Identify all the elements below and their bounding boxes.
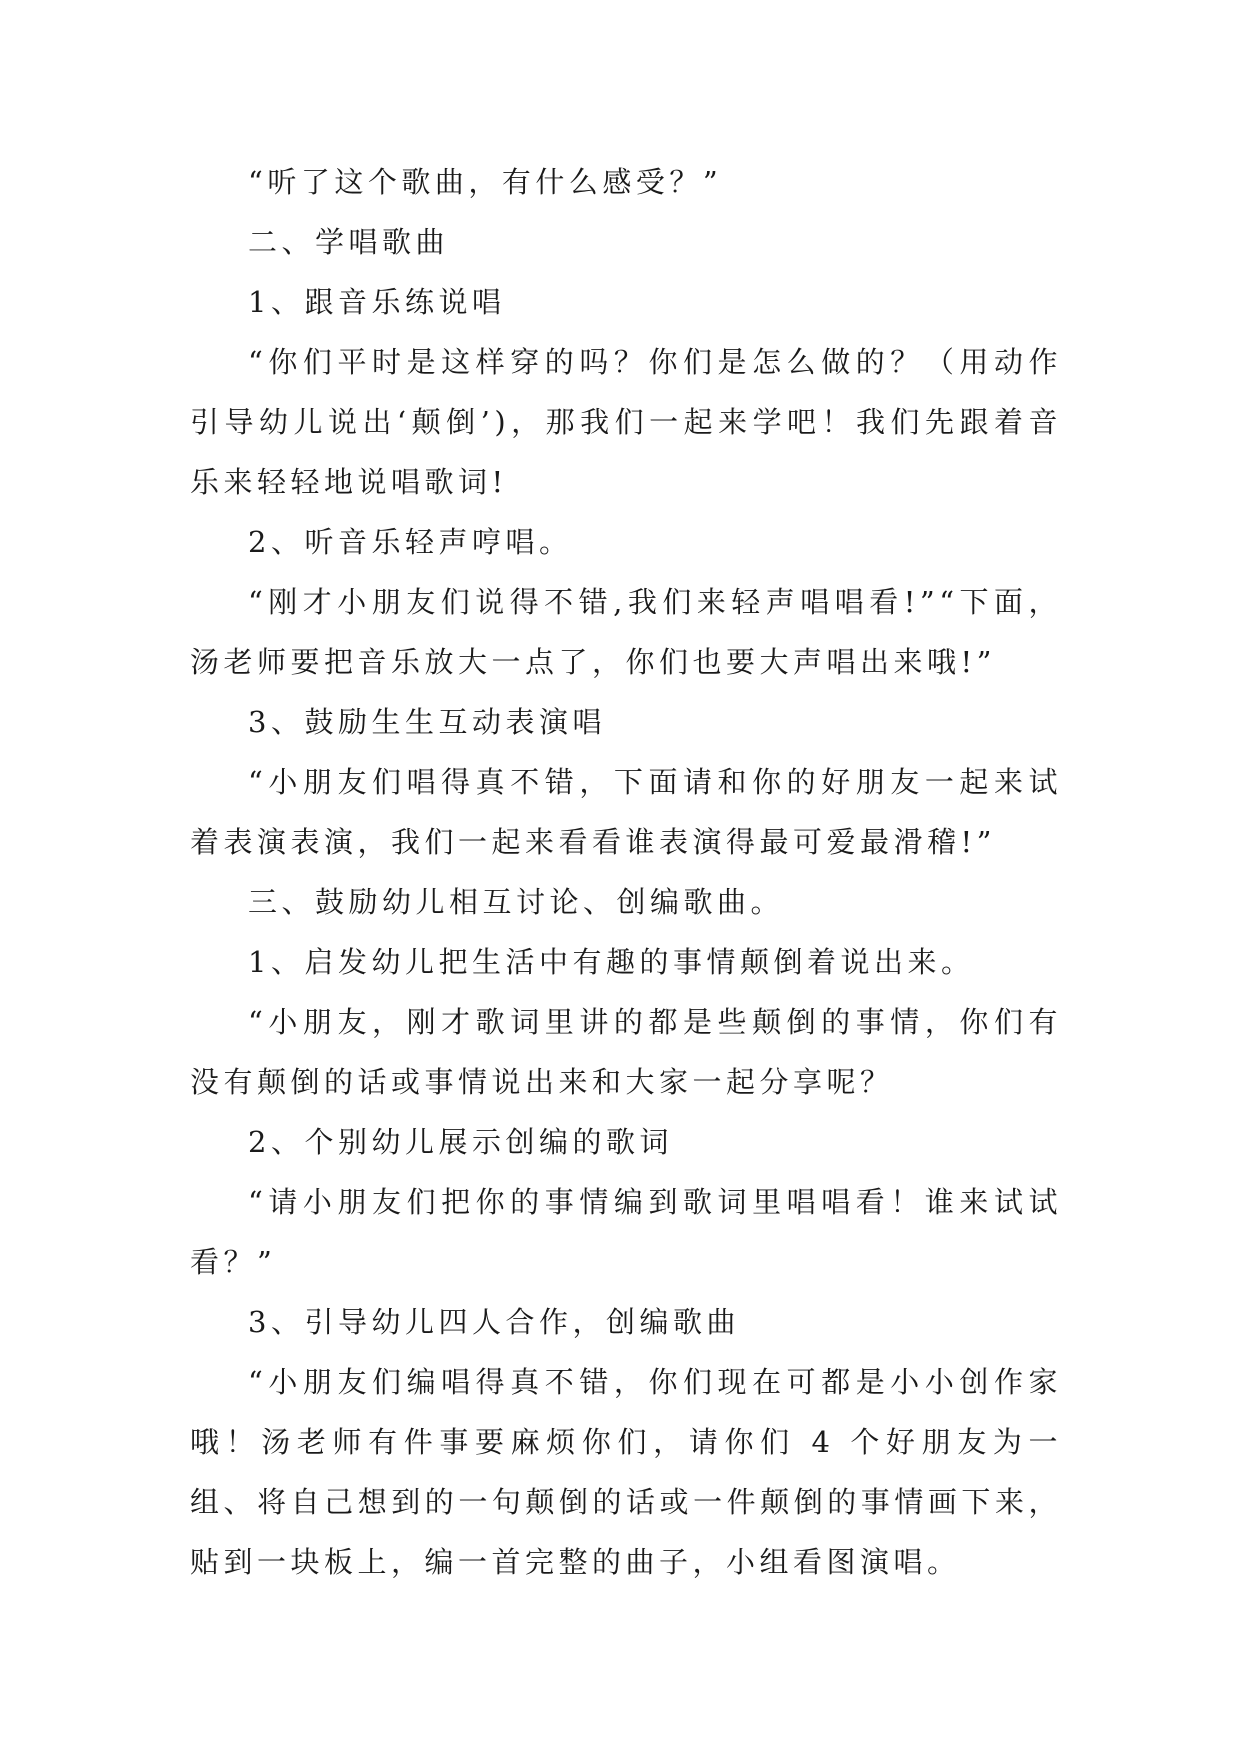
- step-heading: 2、个别幼儿展示创编的歌词: [248, 1125, 673, 1159]
- step-heading: 3、引导幼儿四人合作，创编歌曲: [248, 1305, 740, 1339]
- section-heading: 三、鼓励幼儿相互讨论、创编歌曲。: [248, 885, 785, 919]
- paragraph: “你们平时是这样穿的吗？你们是怎么做的？（用动作引导幼儿说出‘颠倒’)，那我们一起来学吧！我们先跟着音乐来轻轻地说唱歌词!: [190, 345, 1062, 499]
- step-heading: 1、启发幼儿把生活中有趣的事情颠倒着说出来。: [248, 945, 975, 979]
- document-body: [190, 152, 1062, 1592]
- paragraph: “刚才小朋友们说得不错,我们来轻声唱唱看!”“下面，汤老师要把音乐放大一点了，你们也要大声唱出来哦!”: [190, 585, 1062, 679]
- paragraph: “听了这个歌曲，有什么感受？”: [248, 165, 723, 199]
- section-heading: 二、学唱歌曲: [248, 225, 450, 259]
- paragraph: “小朋友们唱得真不错，下面请和你的好朋友一起来试着表演表演，我们一起来看看谁表演得最可爱最滑稽!”: [190, 765, 1062, 859]
- paragraph: “小朋友们编唱得真不错，你们现在可都是小小创作家哦！汤老师有件事要麻烦你们，请你们 4 个好朋友为一组、将自己想到的一句颠倒的话或一件颠倒的事情画下来，贴到一块板上，编一首完整的曲子，小组看图演唱。: [190, 1365, 1062, 1579]
- paragraph: “请小朋友们把你的事情编到歌词里唱唱看！谁来试试看？”: [190, 1185, 1062, 1279]
- paragraph: “小朋友，刚才歌词里讲的都是些颠倒的事情，你们有没有颠倒的话或事情说出来和大家一起分享呢？: [190, 1005, 1062, 1099]
- step-heading: 3、鼓励生生互动表演唱: [248, 705, 606, 739]
- step-heading: 2、听音乐轻声哼唱。: [248, 525, 573, 559]
- step-heading: 1、跟音乐练说唱: [248, 285, 506, 319]
